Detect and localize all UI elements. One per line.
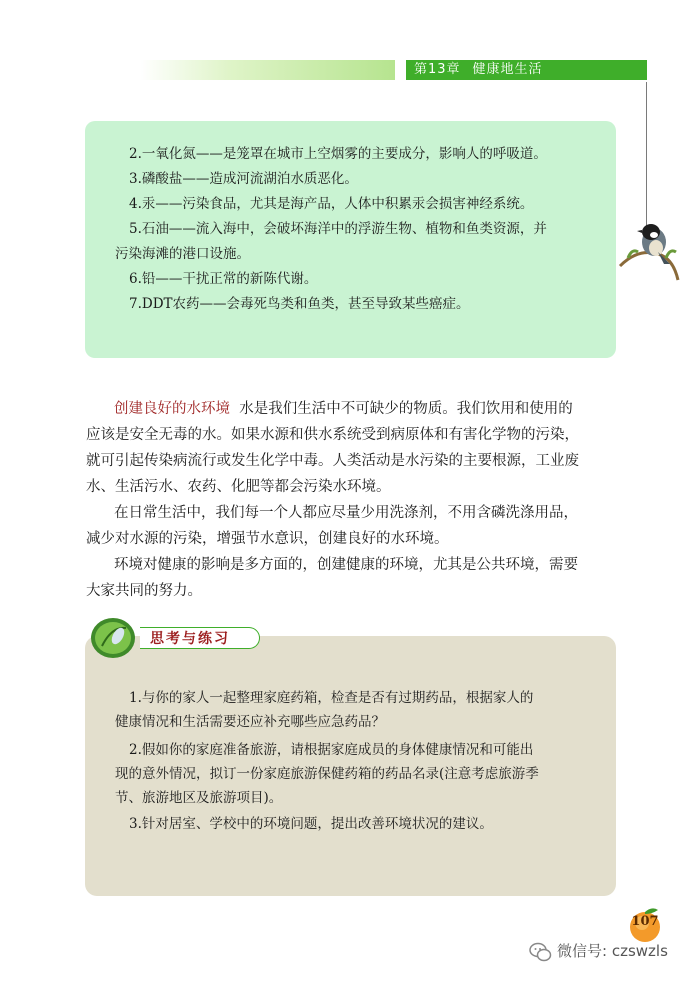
exercise-line: 1.与你的家人一起整理家庭药箱，检查是否有过期药品，根据家人的 bbox=[129, 690, 534, 706]
pollutant-line: 7.DDT农药——会毒死鸟类和鱼类，甚至导致某些癌症。 bbox=[129, 296, 470, 312]
exercise-line: 3.针对居室、学校中的环境问题，提出改善环境状况的建议。 bbox=[129, 816, 493, 832]
section-heading: 创建良好的水环境 bbox=[114, 401, 230, 417]
paragraph-line: 环境对健康的影响是多方面的，创建健康的环境，尤其是公共环境，需要 bbox=[114, 557, 578, 573]
pollutant-line: 3.磷酸盐——造成河流湖泊水质恶化。 bbox=[129, 171, 358, 187]
paragraph-line: 减少对水源的污染，增强节水意识，创建良好的水环境。 bbox=[86, 531, 449, 547]
watermark-text: 微信号: czswzls bbox=[557, 942, 668, 960]
exercise-title: 思考与练习 bbox=[140, 627, 260, 649]
paragraph-line: 在日常生活中，我们每一个人都应尽量少用洗涤剂，不用含磷洗涤用品， bbox=[114, 505, 578, 521]
chapter-title: 健康地生活 bbox=[472, 62, 543, 77]
paragraph-line: 水、生活污水、农药、化肥等都会污染水环境。 bbox=[86, 479, 391, 495]
leaf-icon bbox=[88, 616, 138, 660]
paragraph-line: 应该是安全无毒的水。如果水源和供水系统受到病原体和有害化学物的污染， bbox=[86, 427, 579, 443]
exercise-line: 2.假如你的家庭准备旅游，请根据家庭成员的身体健康情况和可能出 bbox=[129, 742, 534, 758]
paragraph-health-environment bbox=[86, 552, 616, 604]
pollutants-box bbox=[85, 121, 616, 358]
exercise-line: 健康情况和生活需要还应补充哪些应急药品？ bbox=[115, 714, 385, 730]
pollutant-line: 5.石油——流入海中，会破坏海洋中的浮游生物、植物和鱼类资源，并 bbox=[129, 221, 547, 237]
wechat-icon bbox=[528, 941, 552, 963]
paragraph-water-environment bbox=[86, 396, 616, 500]
chapter-number: 第13章 bbox=[414, 62, 461, 77]
paragraph-daily-life bbox=[86, 500, 616, 552]
pollutant-line: 污染海滩的港口设施。 bbox=[115, 246, 250, 262]
pollutant-line: 6.铅——干扰正常的新陈代谢。 bbox=[129, 271, 318, 287]
bird-illustration bbox=[618, 218, 680, 288]
header-gradient-bar bbox=[140, 60, 395, 80]
page-number: 107 bbox=[631, 914, 659, 929]
exercise-line: 现的意外情况，拟订一份家庭旅游保健药箱的药品名录(注意考虑旅游季 bbox=[115, 766, 539, 782]
pollutant-line: 4.汞——污染食品，尤其是海产品，人体中积累汞会损害神经系统。 bbox=[129, 196, 534, 212]
paragraph-line: 大家共同的努力。 bbox=[86, 583, 202, 599]
margin-divider bbox=[646, 82, 647, 232]
paragraph-line: 水是我们生活中不可缺少的物质。我们饮用和使用的 bbox=[239, 401, 573, 417]
exercise-box bbox=[85, 636, 616, 896]
paragraph-line: 就可引起传染病流行或发生化学中毒。人类活动是水污染的主要根源，工业废 bbox=[86, 453, 579, 469]
chapter-tag bbox=[406, 60, 647, 80]
exercise-line: 节、旅游地区及旅游项目)。 bbox=[115, 790, 283, 806]
pollutant-line: 2.一氧化氮——是笼罩在城市上空烟雾的主要成分，影响人的呼吸道。 bbox=[129, 146, 547, 162]
